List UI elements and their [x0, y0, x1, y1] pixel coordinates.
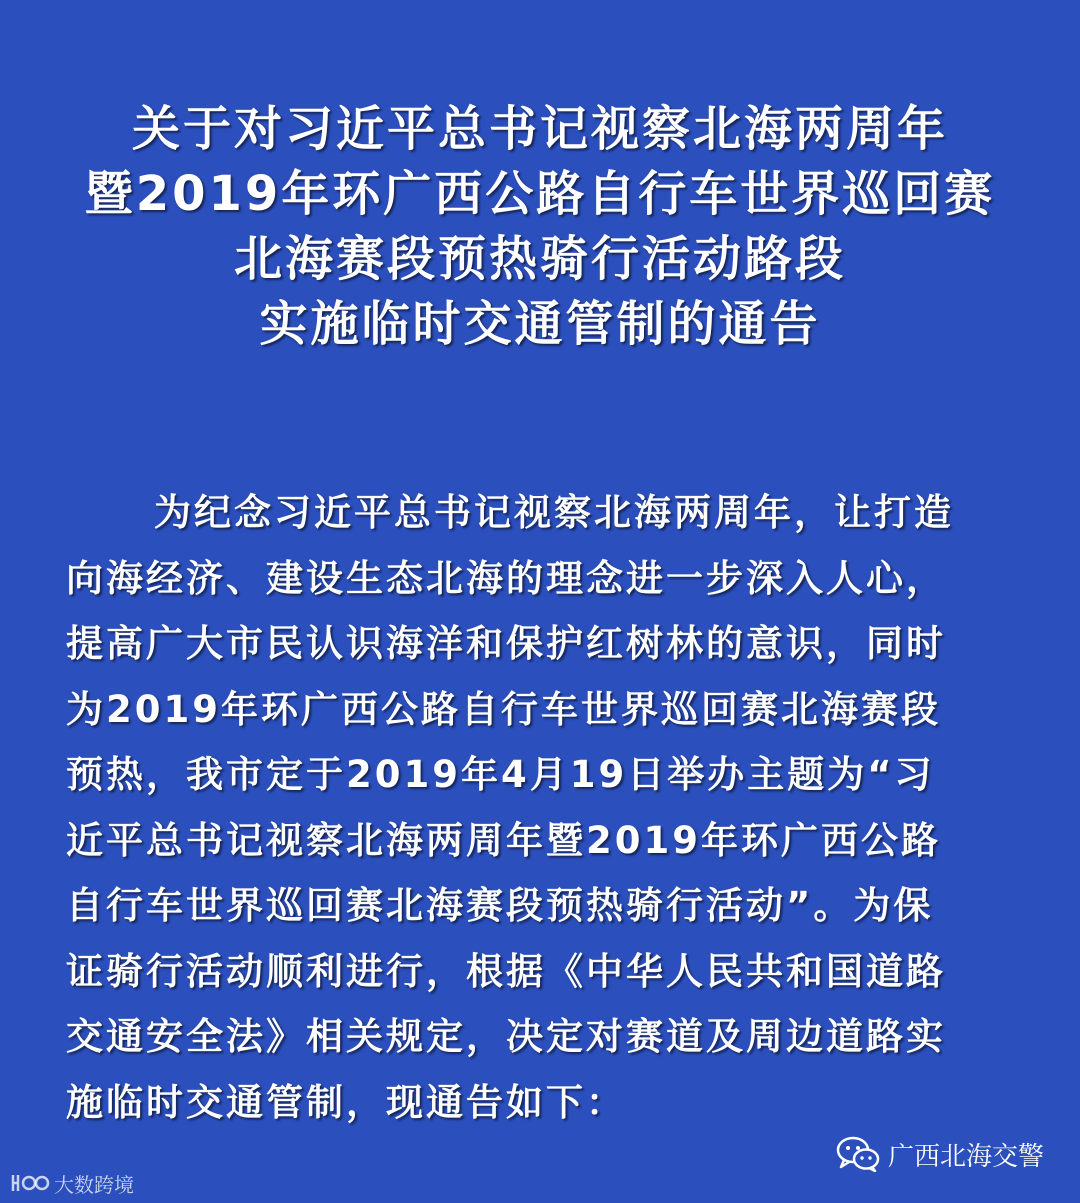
body-line-6: 近平总书记视察北海两周年暨2019年环广西公路 [66, 818, 941, 862]
notice-body [66, 480, 1016, 1135]
body-line-2: 向海经济、建设生态北海的理念进一步深入人心， [66, 556, 946, 600]
title-line-4: 实施临时交通管制的通告 [259, 296, 821, 352]
body-line-7: 自行车世界巡回赛北海赛段预热骑行活动”。为保 [66, 884, 934, 927]
body-line-3: 提高广大市民认识海洋和保护红树林的意识，同时 [66, 622, 946, 665]
watermark [10, 1168, 134, 1198]
dashu-logo-icon [10, 1171, 50, 1195]
body-line-8: 证骑行活动顺利进行，根据《中华人民共和国道路 [66, 949, 946, 993]
title-line-2: 暨2019年环广西公路自行车世界巡回赛 [84, 166, 996, 222]
title-line-1: 关于对习近平总书记视察北海两周年 [131, 101, 948, 157]
title-line-3: 北海赛段预热骑行活动路段 [233, 231, 846, 287]
body-line-5: 预热，我市定于2019年4月19日举办主题为“习 [66, 753, 935, 796]
wechat-icon [836, 1136, 880, 1172]
body-line-4: 为2019年环广西公路自行车世界巡回赛北海赛段 [66, 687, 941, 731]
source-account[interactable] [836, 1134, 1044, 1174]
body-line-10: 施临时交通管制，现通告如下： [66, 1080, 626, 1124]
body-line-9: 交通安全法》相关规定，决定对赛道及周边道路实 [66, 1015, 946, 1058]
notice-title [0, 97, 1080, 357]
watermark-text: 大数跨境 [54, 1172, 134, 1197]
source-account-name: 广西北海交警 [887, 1141, 1044, 1172]
body-line-1: 为纪念习近平总书记视察北海两周年，让打造 [154, 491, 954, 534]
